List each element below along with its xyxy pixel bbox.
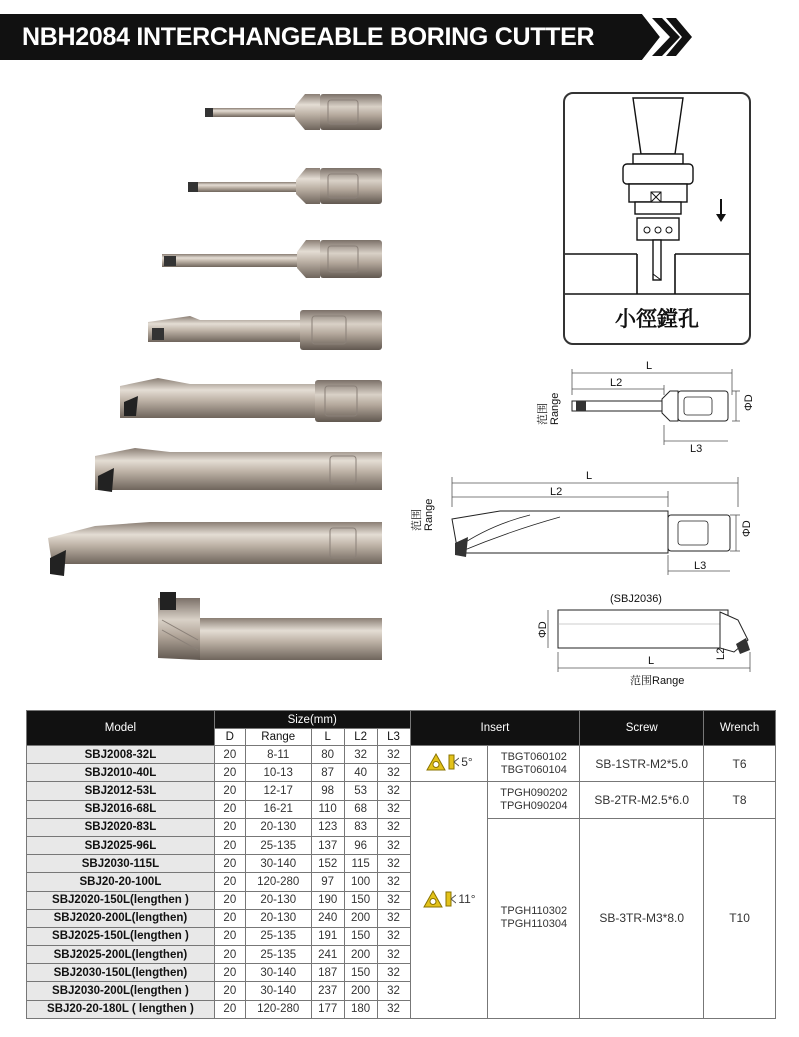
- triangle-insert-icon: [425, 752, 459, 772]
- model-cell: SBJ20-20-180L ( lengthen ): [27, 1000, 215, 1018]
- tool-sbj2025: [95, 448, 382, 492]
- table-row: [27, 746, 776, 764]
- size-d-cell: 20: [214, 782, 245, 800]
- size-l3-cell: 32: [377, 946, 410, 964]
- dimension-diagram-sbj2036: [520, 590, 780, 690]
- model-cell: SBJ2025-96L: [27, 836, 215, 854]
- size-l3-cell: 32: [377, 818, 410, 836]
- size-l-cell: 110: [311, 800, 344, 818]
- header-screw: Screw: [580, 711, 704, 746]
- size-l2-cell: 96: [344, 836, 377, 854]
- header-model: Model: [27, 711, 215, 746]
- screw-cell: SB-2TR-M2.5*6.0: [580, 782, 704, 818]
- size-l-cell: 123: [311, 818, 344, 836]
- insert-geometry-cell: [410, 746, 488, 782]
- size-l2-cell: 200: [344, 982, 377, 1000]
- model-cell: SBJ2030-150L(lengthen): [27, 964, 215, 982]
- insert-angle: 11°: [458, 891, 476, 906]
- size-range-cell: 20-130: [245, 891, 311, 909]
- dim-c-range: 范围Range: [630, 675, 685, 687]
- tool-sbj2016: [148, 310, 382, 350]
- insert-code-cell: [488, 782, 580, 818]
- size-l2-cell: 53: [344, 782, 377, 800]
- size-l-cell: 191: [311, 927, 344, 945]
- size-l-cell: 137: [311, 836, 344, 854]
- size-d-cell: 20: [214, 927, 245, 945]
- size-range-cell: 25-135: [245, 836, 311, 854]
- header-l2: L2: [344, 729, 377, 746]
- dimension-diagram-large: [400, 465, 780, 585]
- dim-c-L: L: [648, 655, 655, 667]
- title-banner: [0, 14, 640, 60]
- insert-code-2: TPGH090204: [500, 800, 568, 813]
- size-d-cell: 20: [214, 909, 245, 927]
- size-l2-cell: 40: [344, 764, 377, 782]
- size-d-cell: 20: [214, 764, 245, 782]
- size-l3-cell: 32: [377, 964, 410, 982]
- screw-cell: SB-3TR-M3*8.0: [580, 818, 704, 1018]
- size-range-cell: 25-135: [245, 946, 311, 964]
- size-l-cell: 97: [311, 873, 344, 891]
- tool-sbj2012: [162, 240, 382, 278]
- machine-diagram-label: 小徑鏜孔: [615, 307, 699, 331]
- dim-c-caption: (SBJ2036): [610, 593, 662, 605]
- size-l2-cell: 150: [344, 891, 377, 909]
- tool-sbj2010: [188, 168, 382, 204]
- size-l2-cell: 180: [344, 1000, 377, 1018]
- size-d-cell: 20: [214, 800, 245, 818]
- wrench-cell: T6: [704, 746, 776, 782]
- size-l-cell: 237: [311, 982, 344, 1000]
- size-range-cell: 12-17: [245, 782, 311, 800]
- size-d-cell: 20: [214, 855, 245, 873]
- size-l-cell: 98: [311, 782, 344, 800]
- size-d-cell: 20: [214, 891, 245, 909]
- size-range-cell: 10-13: [245, 764, 311, 782]
- model-cell: SBJ2012-53L: [27, 782, 215, 800]
- dim-a-L2: L2: [610, 377, 623, 389]
- size-l3-cell: 32: [377, 782, 410, 800]
- model-cell: SBJ2008-32L: [27, 746, 215, 764]
- size-l3-cell: 32: [377, 909, 410, 927]
- header-d: D: [214, 729, 245, 746]
- size-range-cell: 20-130: [245, 818, 311, 836]
- model-cell: SBJ2010-40L: [27, 764, 215, 782]
- size-l2-cell: 68: [344, 800, 377, 818]
- size-l2-cell: 200: [344, 909, 377, 927]
- size-range-cell: 30-140: [245, 855, 311, 873]
- size-l-cell: 87: [311, 764, 344, 782]
- size-l3-cell: 32: [377, 764, 410, 782]
- model-cell: SBJ2030-200L(lengthen ): [27, 982, 215, 1000]
- insert-code-2: TBGT060104: [500, 763, 567, 776]
- header-insert: Insert: [410, 711, 580, 746]
- model-cell: SBJ2030-115L: [27, 855, 215, 873]
- size-l-cell: 177: [311, 1000, 344, 1018]
- header-l: L: [311, 729, 344, 746]
- size-l3-cell: 32: [377, 800, 410, 818]
- size-d-cell: 20: [214, 873, 245, 891]
- wrench-cell: T10: [704, 818, 776, 1018]
- size-range-cell: 30-140: [245, 982, 311, 1000]
- size-d-cell: 20: [214, 982, 245, 1000]
- dim-b-L: L: [586, 470, 593, 482]
- size-l3-cell: 32: [377, 927, 410, 945]
- size-d-cell: 20: [214, 946, 245, 964]
- tool-sbj2020: [120, 378, 382, 422]
- dim-a-range-en: Range: [549, 392, 561, 425]
- size-l-cell: 80: [311, 746, 344, 764]
- size-l-cell: 152: [311, 855, 344, 873]
- size-l-cell: 241: [311, 946, 344, 964]
- dim-b-range-en: Range: [423, 498, 435, 531]
- size-l3-cell: 32: [377, 982, 410, 1000]
- size-range-cell: 8-11: [245, 746, 311, 764]
- tool-sbj2030: [48, 522, 382, 576]
- table-header-row: [27, 711, 776, 729]
- insert-code-cell: [488, 746, 580, 782]
- model-cell: SBJ2025-200L(lengthen): [27, 946, 215, 964]
- size-d-cell: 20: [214, 964, 245, 982]
- size-d-cell: 20: [214, 1000, 245, 1018]
- size-l2-cell: 150: [344, 927, 377, 945]
- model-cell: SBJ2016-68L: [27, 800, 215, 818]
- size-range-cell: 16-21: [245, 800, 311, 818]
- size-l2-cell: 100: [344, 873, 377, 891]
- dimension-diagram-small: [520, 355, 780, 460]
- insert-geometry-cell: [410, 782, 488, 1018]
- model-cell: SBJ20-20-100L: [27, 873, 215, 891]
- header-range: Range: [245, 729, 311, 746]
- screw-cell: SB-1STR-M2*5.0: [580, 746, 704, 782]
- dim-c-D: ΦD: [537, 621, 549, 638]
- size-range-cell: 120-280: [245, 1000, 311, 1018]
- dim-b-range-cn: 范围: [411, 509, 423, 531]
- tool-sbj20-20: [158, 592, 382, 660]
- header-l3: L3: [377, 729, 410, 746]
- table-row: [27, 782, 776, 800]
- triangle-insert-icon: [422, 889, 456, 909]
- size-l2-cell: 32: [344, 746, 377, 764]
- dim-a-L3: L3: [690, 443, 703, 455]
- tool-sbj2008: [205, 94, 382, 130]
- dim-b-D: ΦD: [741, 520, 753, 537]
- dim-b-L3: L3: [694, 560, 707, 572]
- header-size: Size(mm): [214, 711, 410, 729]
- size-l3-cell: 32: [377, 891, 410, 909]
- dim-a-L: L: [646, 360, 653, 372]
- size-l3-cell: 32: [377, 1000, 410, 1018]
- model-cell: SBJ2025-150L(lengthen ): [27, 927, 215, 945]
- model-cell: SBJ2020-83L: [27, 818, 215, 836]
- insert-code-1: TPGH090202: [500, 787, 568, 800]
- size-l3-cell: 32: [377, 746, 410, 764]
- model-cell: SBJ2020-200L(lengthen): [27, 909, 215, 927]
- header-wrench: Wrench: [704, 711, 776, 746]
- boring-tools-image: [40, 80, 390, 680]
- dim-a-range-cn: 范围: [537, 403, 549, 425]
- insert-angle: 5°: [461, 755, 473, 770]
- insert-code-2: TPGH110304: [500, 918, 568, 931]
- size-d-cell: 20: [214, 746, 245, 764]
- size-l3-cell: 32: [377, 873, 410, 891]
- size-range-cell: 20-130: [245, 909, 311, 927]
- size-range-cell: 25-135: [245, 927, 311, 945]
- size-range-cell: 30-140: [245, 964, 311, 982]
- table-row: [27, 818, 776, 836]
- chevron-arrows-icon: [622, 14, 692, 60]
- size-l2-cell: 200: [344, 946, 377, 964]
- size-d-cell: 20: [214, 818, 245, 836]
- dim-c-L2: L2: [715, 647, 727, 660]
- size-l2-cell: 150: [344, 964, 377, 982]
- size-l3-cell: 32: [377, 855, 410, 873]
- page-title: NBH2084 INTERCHANGEABLE BORING CUTTER: [22, 23, 595, 51]
- insert-code-1: TPGH110302: [500, 905, 568, 918]
- down-arrow-icon: [716, 199, 726, 222]
- size-range-cell: 120-280: [245, 873, 311, 891]
- size-l-cell: 240: [311, 909, 344, 927]
- wrench-cell: T8: [704, 782, 776, 818]
- size-l-cell: 187: [311, 964, 344, 982]
- model-cell: SBJ2020-150L(lengthen ): [27, 891, 215, 909]
- size-l-cell: 190: [311, 891, 344, 909]
- size-d-cell: 20: [214, 836, 245, 854]
- size-l3-cell: 32: [377, 836, 410, 854]
- insert-code-1: TBGT060102: [500, 750, 567, 763]
- dim-b-L2: L2: [550, 486, 563, 498]
- dim-a-D: ΦD: [743, 394, 755, 411]
- size-l2-cell: 83: [344, 818, 377, 836]
- insert-code-cell: [488, 818, 580, 1018]
- size-l2-cell: 115: [344, 855, 377, 873]
- specification-table: [26, 710, 776, 1019]
- small-bore-machining-diagram: [563, 92, 751, 345]
